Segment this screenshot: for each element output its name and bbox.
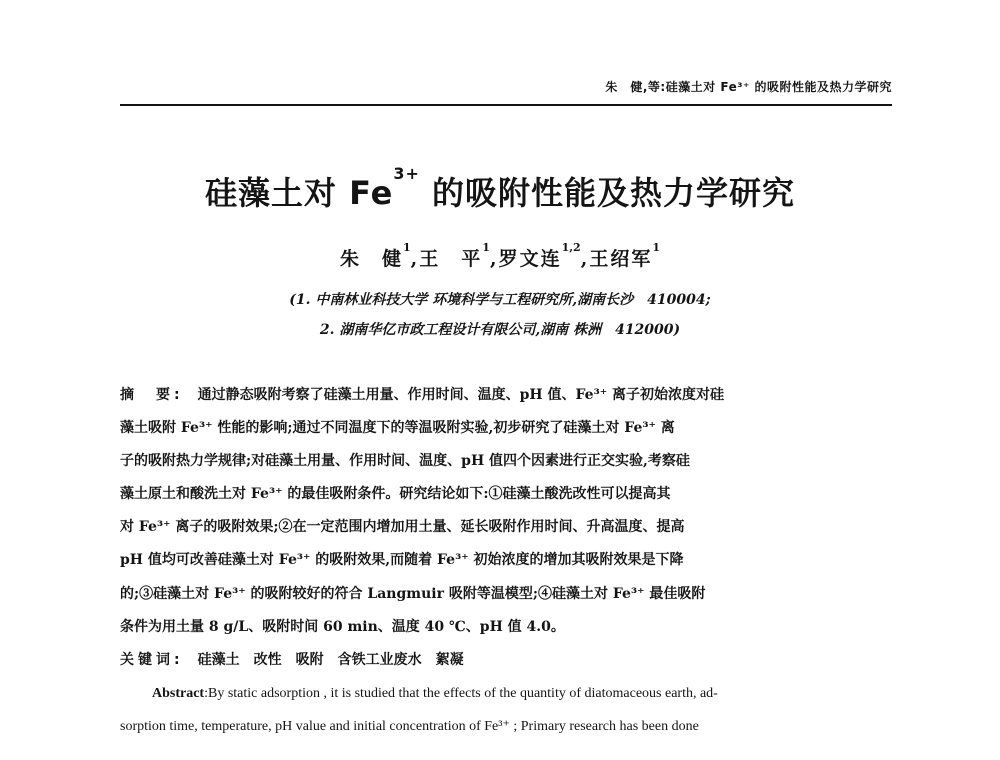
abstract-cn-line	[120, 385, 892, 405]
abstract-cn-line: 藻土吸附 Fe³⁺ 性能的影响;通过不同温度下的等温吸附实验,初步研究了硅藻土对 Fe³⁺ 离	[120, 420, 675, 436]
abstract-en-text: :By static adsorption , it is studied that the effects of the quantity of diatomaceous earth, ad-	[204, 686, 718, 701]
title-prefix: 硅藻土对 Fe	[204, 174, 394, 212]
abstract-cn-line: 条件为用土量 8 g/L、吸附时间 60 min、温度 40 ℃、pH 值 4.0。	[120, 619, 565, 635]
abstract-en-line	[152, 684, 892, 704]
author-separator: ,	[410, 248, 420, 270]
author-list	[0, 241, 1000, 271]
abstract-cn-label: 摘 要:	[120, 387, 184, 403]
author-name: 王绍军	[589, 248, 653, 270]
title-suffix: 的吸附性能及热力学研究	[419, 174, 796, 212]
author-name: 朱 健	[339, 248, 403, 270]
abstract-en-label: Abstract	[152, 686, 205, 701]
affiliation-1: (1. 中南林业科技大学 环境科学与工程研究所,湖南长沙 410004;	[289, 292, 711, 308]
author-affil-mark: 1	[652, 241, 661, 254]
keywords-label: 关键词:	[120, 652, 184, 668]
abstract-cn-line: pH 值均可改善硅藻土对 Fe³⁺ 的吸附效果,而随着 Fe³⁺ 初始浓度的增加其吸附效果是下降	[120, 552, 684, 568]
running-head: 朱 健,等:硅藻土对 Fe³⁺ 的吸附性能及热力学研究	[605, 80, 892, 94]
author-separator: ,	[489, 248, 499, 270]
abstract-cn-line: 子的吸附热力学规律;对硅藻土用量、作用时间、温度、pH 值四个因素进行正交实验,考察硅	[120, 453, 690, 469]
title-superscript: 3+	[393, 164, 420, 183]
abstract-cn-line: 对 Fe³⁺ 离子的吸附效果;②在一定范围内增加用土量、延长吸附作用时间、升高温度、提高	[120, 519, 685, 535]
author-name: 王 平	[419, 248, 483, 270]
header-rule	[120, 104, 892, 106]
paper-title	[0, 164, 1000, 214]
abstract-cn-line: 藻土原土和酸洗土对 Fe³⁺ 的最佳吸附条件。研究结论如下:①硅藻土酸洗改性可以提高其	[120, 486, 671, 502]
author-affil-mark: 1,2	[561, 241, 581, 254]
author-affil-mark: 1	[482, 241, 490, 254]
abstract-cn-text: 通过静态吸附考察了硅藻土用量、作用时间、温度、pH 值、Fe³⁺ 离子初始浓度对硅	[197, 387, 724, 403]
keywords-value: 硅藻土 改性 吸附 含铁工业废水 絮凝	[197, 652, 464, 668]
abstract-cn-line: 的;③硅藻土对 Fe³⁺ 的吸附较好的符合 Langmuir 吸附等温模型;④硅藻土对 Fe³⁺ 最佳吸附	[120, 586, 706, 602]
affiliation-2: 2. 湖南华亿市政工程设计有限公司,湖南 株洲 412000)	[319, 322, 681, 338]
keywords-line	[120, 650, 892, 670]
author-separator: ,	[580, 248, 590, 270]
author-name: 罗文连	[498, 248, 562, 270]
abstract-en-line: sorption time, temperature, pH value and initial concentration of Fe³⁺ ; Primary research has been done	[120, 719, 699, 734]
author-affil-mark: 1	[402, 241, 411, 254]
